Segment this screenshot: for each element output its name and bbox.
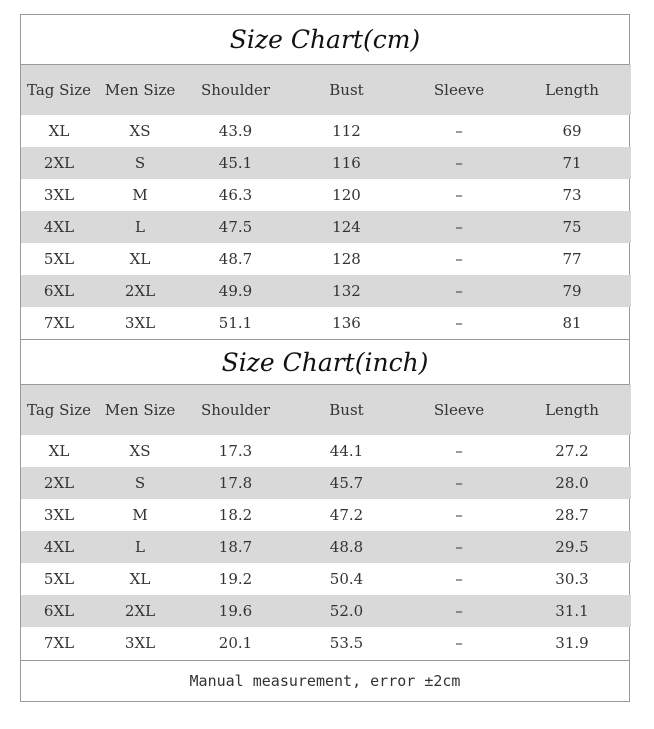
cell-tag-size: 7XL	[43, 634, 75, 652]
cell-tag-size: 7XL	[43, 314, 75, 332]
cell-length: 79	[513, 275, 631, 307]
cell-sleeve: –	[455, 442, 463, 460]
cell-length: 81	[562, 314, 582, 332]
cell-sleeve: –	[455, 314, 463, 332]
cell-shoulder: 46.3	[218, 186, 253, 204]
cell-shoulder: 17.8	[183, 467, 288, 499]
cell-bust: 124	[288, 211, 405, 243]
inch-table-body	[21, 435, 631, 659]
cell-tag-size: 2XL	[21, 467, 97, 499]
size-chart-sheet	[20, 14, 630, 702]
cell-shoulder: 17.3	[218, 442, 253, 460]
cell-sleeve: –	[405, 275, 513, 307]
cell-men-size: 2XL	[97, 595, 183, 627]
cell-shoulder: 18.2	[218, 506, 253, 524]
col-header-length: Length	[513, 385, 631, 435]
col-header-tag-size: Tag Size	[21, 385, 97, 435]
cell-men-size: XS	[129, 122, 151, 140]
cell-tag-size: 4XL	[21, 211, 97, 243]
cell-bust: 120	[332, 186, 361, 204]
cell-men-size: M	[132, 506, 148, 524]
cell-sleeve: –	[405, 467, 513, 499]
cell-men-size: L	[97, 211, 183, 243]
col-header-bust: Bust	[288, 65, 405, 115]
cell-sleeve: –	[455, 570, 463, 588]
inch-size-table	[21, 385, 631, 659]
cell-shoulder: 45.1	[183, 147, 288, 179]
cell-sleeve: –	[455, 634, 463, 652]
cell-tag-size: 4XL	[21, 531, 97, 563]
col-header-shoulder: Shoulder	[183, 385, 288, 435]
cell-tag-size: XL	[48, 122, 70, 140]
table-row	[21, 627, 631, 659]
cell-length: 28.7	[555, 506, 589, 524]
cell-bust: 44.1	[329, 442, 364, 460]
cell-length: 27.2	[555, 442, 589, 460]
cell-sleeve: –	[405, 531, 513, 563]
cell-length: 75	[513, 211, 631, 243]
cell-shoulder: 47.5	[183, 211, 288, 243]
cell-length: 73	[562, 186, 582, 204]
cell-shoulder: 18.7	[183, 531, 288, 563]
cm-chart-title: Size Chart(cm)	[21, 15, 629, 65]
cm-table-body	[21, 115, 631, 339]
cell-tag-size: 6XL	[21, 595, 97, 627]
table-row	[21, 275, 631, 307]
cell-men-size: XS	[129, 442, 151, 460]
cell-men-size: XL	[129, 570, 151, 588]
cell-men-size: 2XL	[97, 275, 183, 307]
cell-tag-size: 3XL	[43, 186, 75, 204]
cell-bust: 136	[332, 314, 361, 332]
cell-sleeve: –	[455, 122, 463, 140]
table-row	[21, 211, 631, 243]
cell-length: 31.1	[513, 595, 631, 627]
cell-sleeve: –	[455, 506, 463, 524]
cell-sleeve: –	[455, 250, 463, 268]
cell-shoulder: 49.9	[183, 275, 288, 307]
cell-length: 28.0	[513, 467, 631, 499]
table-row	[21, 563, 631, 595]
cell-bust: 116	[288, 147, 405, 179]
cell-bust: 128	[332, 250, 361, 268]
table-row	[21, 115, 631, 147]
cell-bust: 52.0	[288, 595, 405, 627]
col-header-sleeve: Sleeve	[405, 65, 513, 115]
cell-length: 71	[513, 147, 631, 179]
cm-size-table	[21, 65, 631, 339]
cell-men-size: S	[97, 147, 183, 179]
cell-bust: 112	[332, 122, 361, 140]
cell-length: 77	[562, 250, 582, 268]
cell-bust: 50.4	[329, 570, 364, 588]
col-header-length: Length	[513, 65, 631, 115]
cell-men-size: XL	[129, 250, 151, 268]
cell-tag-size: XL	[48, 442, 70, 460]
cell-men-size: S	[97, 467, 183, 499]
cell-bust: 132	[288, 275, 405, 307]
table-row	[21, 595, 631, 627]
cell-length: 31.9	[555, 634, 589, 652]
cell-men-size: 3XL	[124, 634, 156, 652]
cell-men-size: 3XL	[124, 314, 156, 332]
col-header-men-size: Men Size	[97, 385, 183, 435]
cell-length: 30.3	[555, 570, 589, 588]
cell-shoulder: 19.2	[218, 570, 253, 588]
cell-sleeve: –	[455, 186, 463, 204]
cell-tag-size: 3XL	[43, 506, 75, 524]
col-header-tag-size: Tag Size	[21, 65, 97, 115]
cell-bust: 53.5	[329, 634, 364, 652]
cm-header-row	[21, 65, 631, 115]
table-row	[21, 531, 631, 563]
cell-tag-size: 5XL	[43, 570, 75, 588]
col-header-men-size: Men Size	[97, 65, 183, 115]
cell-length: 69	[562, 122, 582, 140]
cell-men-size: L	[97, 531, 183, 563]
inch-header-row	[21, 385, 631, 435]
table-row	[21, 499, 631, 531]
cell-sleeve: –	[405, 211, 513, 243]
cell-shoulder: 19.6	[183, 595, 288, 627]
cell-men-size: M	[132, 186, 148, 204]
table-row	[21, 179, 631, 211]
table-row	[21, 147, 631, 179]
cell-shoulder: 20.1	[218, 634, 253, 652]
cell-shoulder: 43.9	[218, 122, 253, 140]
table-row	[21, 467, 631, 499]
measurement-note: Manual measurement, error ±2cm	[21, 660, 629, 701]
table-row	[21, 243, 631, 275]
table-row	[21, 435, 631, 467]
col-header-sleeve: Sleeve	[405, 385, 513, 435]
cell-tag-size: 6XL	[21, 275, 97, 307]
col-header-bust: Bust	[288, 385, 405, 435]
cell-shoulder: 48.7	[218, 250, 253, 268]
table-row	[21, 307, 631, 339]
cell-bust: 47.2	[329, 506, 364, 524]
cell-sleeve: –	[405, 147, 513, 179]
cell-bust: 45.7	[288, 467, 405, 499]
cell-bust: 48.8	[288, 531, 405, 563]
col-header-shoulder: Shoulder	[183, 65, 288, 115]
cell-shoulder: 51.1	[218, 314, 253, 332]
cell-sleeve: –	[405, 595, 513, 627]
cell-length: 29.5	[513, 531, 631, 563]
cell-tag-size: 5XL	[43, 250, 75, 268]
inch-chart-title: Size Chart(inch)	[21, 339, 629, 385]
cell-tag-size: 2XL	[21, 147, 97, 179]
